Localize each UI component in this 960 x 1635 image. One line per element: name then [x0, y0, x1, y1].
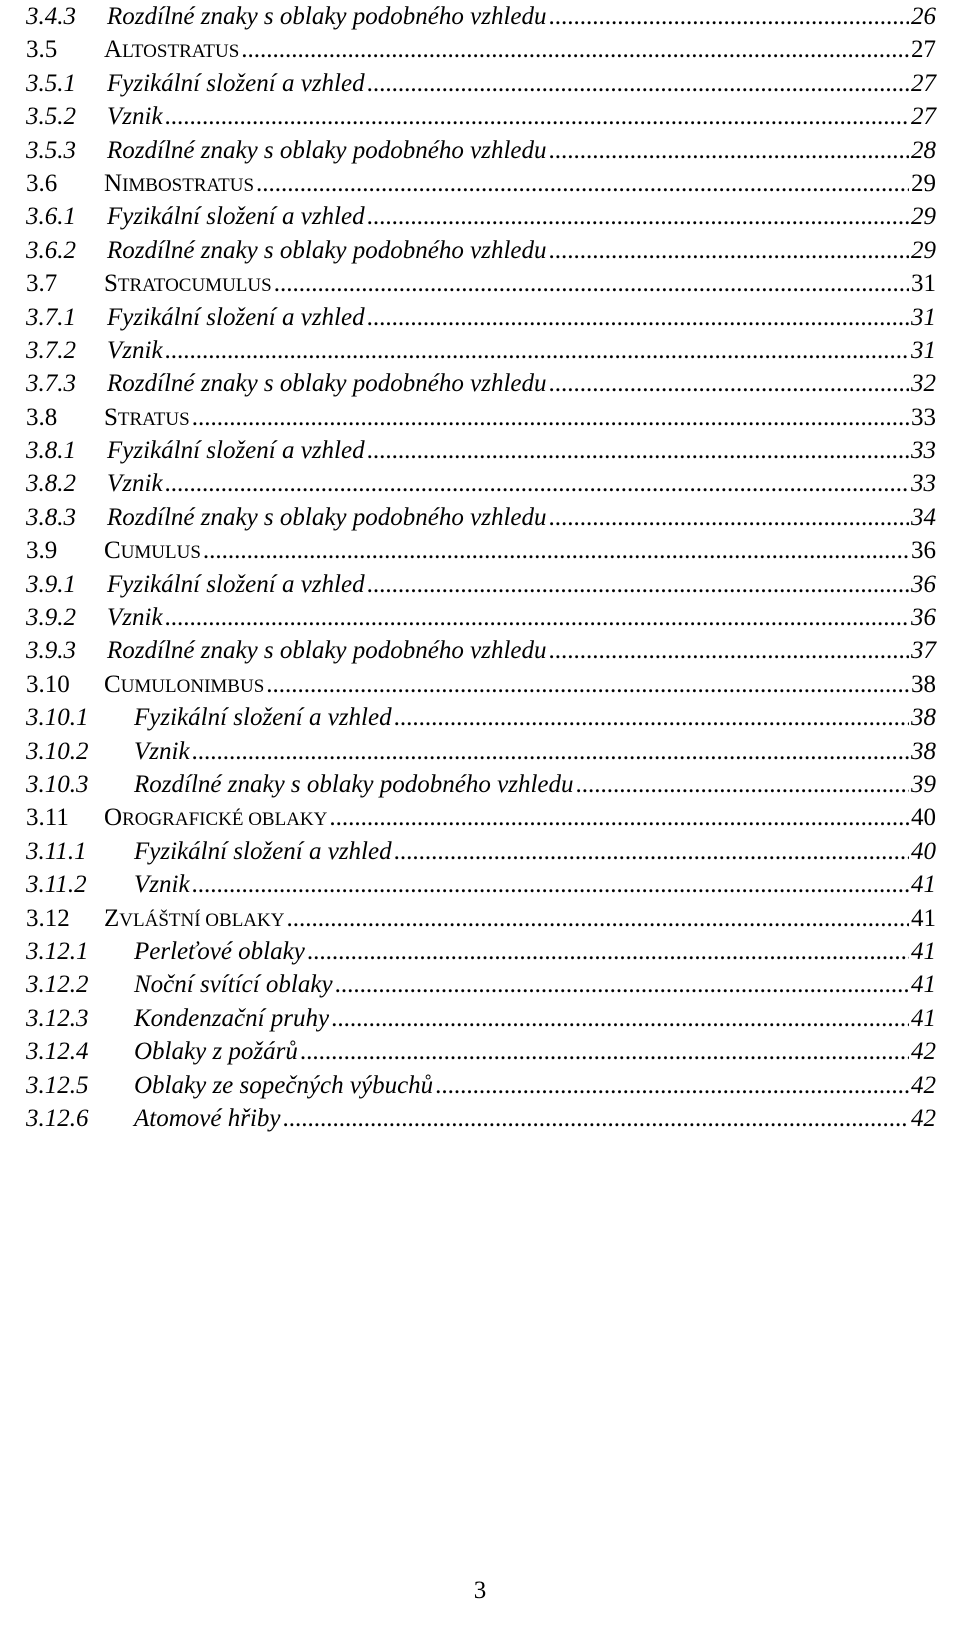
- toc-dot-leader: [549, 134, 910, 167]
- toc-entry-number: 3.5: [26, 36, 58, 64]
- toc-subsection-entry[interactable]: [26, 100, 936, 133]
- toc-dot-leader: [394, 701, 909, 734]
- toc-dot-leader: [549, 367, 910, 400]
- toc-entry-title: Oblaky ze sopečných výbuchů: [134, 1071, 434, 1099]
- toc-entry-number: 3.7.1: [26, 303, 76, 331]
- toc-entry-number: 3.8.2: [26, 470, 76, 498]
- toc-entry-page: 42: [911, 1071, 936, 1099]
- table-of-contents: [26, 0, 936, 1135]
- toc-entry-title: Kondenzační pruhy: [134, 1004, 330, 1032]
- toc-dot-leader: [367, 568, 909, 601]
- toc-entry-number: 3.10.1: [26, 704, 89, 732]
- toc-entry-number: 3.11.2: [26, 871, 87, 899]
- toc-dot-leader: [256, 167, 909, 200]
- toc-entry-title-initial: O: [104, 804, 123, 832]
- toc-section-entry[interactable]: [26, 534, 936, 567]
- toc-entry-title: Vznik: [134, 871, 190, 899]
- toc-entry-title-rest: VLÁŠTNÍ OBLAKY: [119, 909, 285, 931]
- toc-entry-title: Vznik: [134, 737, 190, 765]
- toc-dot-leader: [165, 467, 909, 500]
- toc-subsection-entry[interactable]: [26, 568, 936, 601]
- toc-entry-title: [104, 668, 266, 703]
- toc-entry-title: Vznik: [107, 604, 163, 632]
- toc-entry-page: 38: [911, 670, 936, 698]
- toc-entry-page: 37: [911, 637, 936, 665]
- toc-entry-title: Vznik: [107, 103, 163, 131]
- toc-dot-leader: [300, 1035, 909, 1068]
- toc-entry-page: 29: [911, 203, 936, 231]
- toc-entry-title: Noční svítící oblaky: [134, 971, 333, 999]
- toc-subsection-entry[interactable]: [26, 701, 936, 734]
- toc-entry-page: 42: [911, 1104, 936, 1132]
- toc-subsection-entry[interactable]: [26, 1102, 936, 1135]
- toc-entry-title-initial: A: [104, 36, 123, 64]
- toc-entry-title: Rozdílné znaky s oblaky podobného vzhledu: [107, 370, 547, 398]
- toc-dot-leader: [165, 100, 909, 133]
- toc-subsection-entry[interactable]: [26, 200, 936, 233]
- toc-entry-title: Vznik: [107, 470, 163, 498]
- toc-entry-title: Fyzikální složení a vzhled: [134, 837, 392, 865]
- toc-dot-leader: [549, 501, 910, 534]
- toc-entry-number: 3.6.1: [26, 203, 76, 231]
- toc-entry-page: 36: [911, 604, 936, 632]
- toc-subsection-entry[interactable]: [26, 467, 936, 500]
- toc-entry-page: 33: [911, 437, 936, 465]
- toc-entry-number: 3.6.2: [26, 236, 76, 264]
- toc-subsection-entry[interactable]: [26, 134, 936, 167]
- toc-entry-title-rest: LTOSTRATUS: [122, 41, 240, 63]
- toc-dot-leader: [576, 768, 910, 801]
- toc-entry-title: Fyzikální složení a vzhled: [107, 437, 365, 465]
- toc-entry-title: Fyzikální složení a vzhled: [107, 69, 365, 97]
- toc-subsection-entry[interactable]: [26, 968, 936, 1001]
- toc-section-entry[interactable]: [26, 801, 936, 834]
- toc-entry-title-initial: S: [104, 403, 118, 431]
- toc-entry-page: 38: [911, 704, 936, 732]
- toc-entry-number: 3.7: [26, 270, 58, 298]
- toc-subsection-entry[interactable]: [26, 301, 936, 334]
- toc-entry-page: 27: [911, 103, 936, 131]
- toc-section-entry[interactable]: [26, 401, 936, 434]
- toc-subsection-entry[interactable]: [26, 234, 936, 267]
- toc-entry-number: 3.11: [26, 804, 69, 832]
- toc-entry-page: 33: [911, 470, 936, 498]
- toc-entry-number: 3.12.3: [26, 1004, 89, 1032]
- toc-entry-title: Oblaky z požárů: [134, 1038, 298, 1066]
- toc-entry-page: 42: [911, 1038, 936, 1066]
- toc-entry-title: [104, 33, 241, 68]
- toc-subsection-entry[interactable]: [26, 434, 936, 467]
- toc-dot-leader: [367, 434, 909, 467]
- toc-entry-title-rest: IMBOSTRATUS: [122, 174, 255, 196]
- toc-entry-page: 34: [911, 503, 936, 531]
- toc-entry-number: 3.12.1: [26, 937, 89, 965]
- toc-entry-title: Rozdílné znaky s oblaky podobného vzhledu: [107, 3, 547, 30]
- toc-entry-title: [104, 167, 256, 202]
- toc-entry-title: [104, 401, 192, 436]
- toc-section-entry[interactable]: [26, 902, 936, 935]
- toc-dot-leader: [192, 868, 909, 901]
- toc-entry-title-initial: C: [104, 537, 121, 565]
- toc-entry-title: [104, 267, 274, 302]
- toc-entry-title: Fyzikální složení a vzhled: [107, 303, 365, 331]
- toc-dot-leader: [192, 735, 909, 768]
- toc-entry-number: 3.9: [26, 537, 58, 565]
- toc-entry-title: Fyzikální složení a vzhled: [134, 704, 392, 732]
- toc-entry-page: 27: [911, 36, 936, 64]
- toc-entry-page: 41: [911, 971, 936, 999]
- toc-dot-leader: [367, 67, 909, 100]
- toc-entry-number: 3.12: [26, 904, 70, 932]
- toc-subsection-entry[interactable]: [26, 334, 936, 367]
- toc-entry-number: 3.7.3: [26, 370, 76, 398]
- toc-subsection-entry[interactable]: [26, 501, 936, 534]
- toc-entry-number: 3.10.3: [26, 770, 89, 798]
- toc-entry-page: 38: [911, 737, 936, 765]
- toc-subsection-entry[interactable]: [26, 735, 936, 768]
- toc-entry-page: 36: [911, 537, 936, 565]
- toc-dot-leader: [307, 935, 909, 968]
- toc-entry-title: Rozdílné znaky s oblaky podobného vzhledu: [107, 637, 547, 665]
- toc-entry-number: 3.7.2: [26, 336, 76, 364]
- toc-entry-title: Fyzikální složení a vzhled: [107, 203, 365, 231]
- toc-entry-number: 3.5.2: [26, 103, 76, 131]
- toc-entry-page: 41: [911, 1004, 936, 1032]
- toc-entry-number: 3.8: [26, 403, 58, 431]
- toc-entry-page: 40: [911, 804, 936, 832]
- toc-section-entry[interactable]: [26, 33, 936, 66]
- toc-entry-title-initial: Z: [104, 904, 120, 932]
- toc-dot-leader: [335, 968, 909, 1001]
- toc-entry-number: 3.4.3: [26, 3, 76, 30]
- toc-entry-page: 40: [911, 837, 936, 865]
- toc-entry-title: Vznik: [107, 336, 163, 364]
- toc-entry-number: 3.12.4: [26, 1038, 89, 1066]
- toc-entry-page: 32: [911, 370, 936, 398]
- toc-subsection-entry[interactable]: [26, 935, 936, 968]
- toc-section-entry[interactable]: [26, 267, 936, 300]
- toc-dot-leader: [274, 267, 909, 300]
- toc-subsection-entry[interactable]: [26, 67, 936, 100]
- toc-subsection-entry[interactable]: [26, 601, 936, 634]
- toc-dot-leader: [286, 902, 909, 935]
- toc-subsection-entry[interactable]: [26, 1002, 936, 1035]
- toc-subsection-entry[interactable]: [26, 1035, 936, 1068]
- toc-entry-page: 31: [911, 303, 936, 331]
- toc-entry-page: 36: [911, 570, 936, 598]
- toc-entry-title-initial: N: [104, 169, 123, 197]
- toc-subsection-entry[interactable]: [26, 367, 936, 400]
- toc-entry-title-initial: S: [104, 270, 118, 298]
- toc-entry-number: 3.8.3: [26, 503, 76, 531]
- toc-dot-leader: [329, 801, 909, 834]
- toc-entry-number: 3.10: [26, 670, 70, 698]
- toc-entry-title-rest: TRATUS: [117, 408, 190, 430]
- toc-dot-leader: [203, 534, 909, 567]
- toc-subsection-entry[interactable]: [26, 634, 936, 667]
- toc-entry-title: Perleťové oblaky: [134, 937, 305, 965]
- toc-entry-title: Rozdílné znaky s oblaky podobného vzhledu: [107, 136, 547, 164]
- toc-entry-page: 41: [911, 937, 936, 965]
- toc-subsection-entry[interactable]: [26, 768, 936, 801]
- toc-entry-page: 31: [911, 336, 936, 364]
- toc-dot-leader: [394, 835, 909, 868]
- toc-dot-leader: [549, 234, 910, 267]
- toc-dot-leader: [165, 601, 909, 634]
- toc-dot-leader: [241, 33, 909, 66]
- toc-entry-title: Rozdílné znaky s oblaky podobného vzhledu: [134, 770, 574, 798]
- toc-entry-number: 3.9.2: [26, 604, 76, 632]
- toc-entry-title-rest: ROGRAFICKÉ OBLAKY: [122, 809, 328, 831]
- toc-dot-leader: [367, 200, 909, 233]
- toc-dot-leader: [282, 1102, 909, 1135]
- toc-entry-page: 41: [911, 904, 936, 932]
- toc-entry-title: Fyzikální složení a vzhled: [107, 570, 365, 598]
- toc-entry-page: 39: [911, 770, 936, 798]
- toc-entry-title: [104, 534, 203, 569]
- toc-subsection-entry[interactable]: [26, 868, 936, 901]
- toc-subsection-entry[interactable]: [26, 835, 936, 868]
- toc-entry-page: 29: [911, 169, 936, 197]
- toc-entry-title: Rozdílné znaky s oblaky podobného vzhledu: [107, 236, 547, 264]
- toc-entry-title-rest: TRATOCUMULUS: [117, 275, 272, 297]
- page-number: 3: [473, 1577, 487, 1604]
- toc-dot-leader: [192, 401, 909, 434]
- toc-entry-number: 3.5.1: [26, 69, 76, 97]
- toc-dot-leader: [165, 334, 909, 367]
- toc-entry-page: 41: [911, 871, 936, 899]
- toc-entry-page: 28: [911, 136, 936, 164]
- toc-dot-leader: [331, 1002, 909, 1035]
- toc-entry-number: 3.9.3: [26, 637, 76, 665]
- toc-entry-title-rest: UMULUS: [120, 542, 201, 564]
- toc-dot-leader: [266, 668, 909, 701]
- toc-section-entry[interactable]: [26, 668, 936, 701]
- toc-entry-page: 26: [911, 3, 936, 30]
- toc-entry-number: 3.11.1: [26, 837, 87, 865]
- toc-entry-page: 29: [911, 236, 936, 264]
- toc-entry-number: 3.10.2: [26, 737, 89, 765]
- toc-entry-title-initial: C: [104, 670, 121, 698]
- toc-entry-number: 3.12.6: [26, 1104, 89, 1132]
- toc-subsection-entry[interactable]: [26, 1069, 936, 1102]
- toc-entry-title: [104, 801, 329, 836]
- toc-entry-title-rest: UMULONIMBUS: [120, 675, 265, 697]
- toc-entry-number: 3.12.2: [26, 971, 89, 999]
- toc-entry-number: 3.12.5: [26, 1071, 89, 1099]
- toc-entry-page: 31: [911, 270, 936, 298]
- toc-entry-number: 3.9.1: [26, 570, 76, 598]
- toc-entry-title: Rozdílné znaky s oblaky podobného vzhledu: [107, 503, 547, 531]
- toc-entry-number: 3.6: [26, 169, 58, 197]
- toc-dot-leader: [549, 0, 910, 33]
- toc-entry-title: Atomové hřiby: [134, 1104, 281, 1132]
- toc-subsection-entry[interactable]: [26, 0, 936, 33]
- toc-entry-title: [104, 902, 286, 937]
- toc-entry-page: 27: [911, 69, 936, 97]
- toc-entry-page: 33: [911, 403, 936, 431]
- toc-entry-number: 3.5.3: [26, 136, 76, 164]
- toc-dot-leader: [367, 301, 909, 334]
- toc-dot-leader: [549, 634, 910, 667]
- toc-dot-leader: [435, 1069, 909, 1102]
- toc-section-entry[interactable]: [26, 167, 936, 200]
- toc-entry-number: 3.8.1: [26, 437, 76, 465]
